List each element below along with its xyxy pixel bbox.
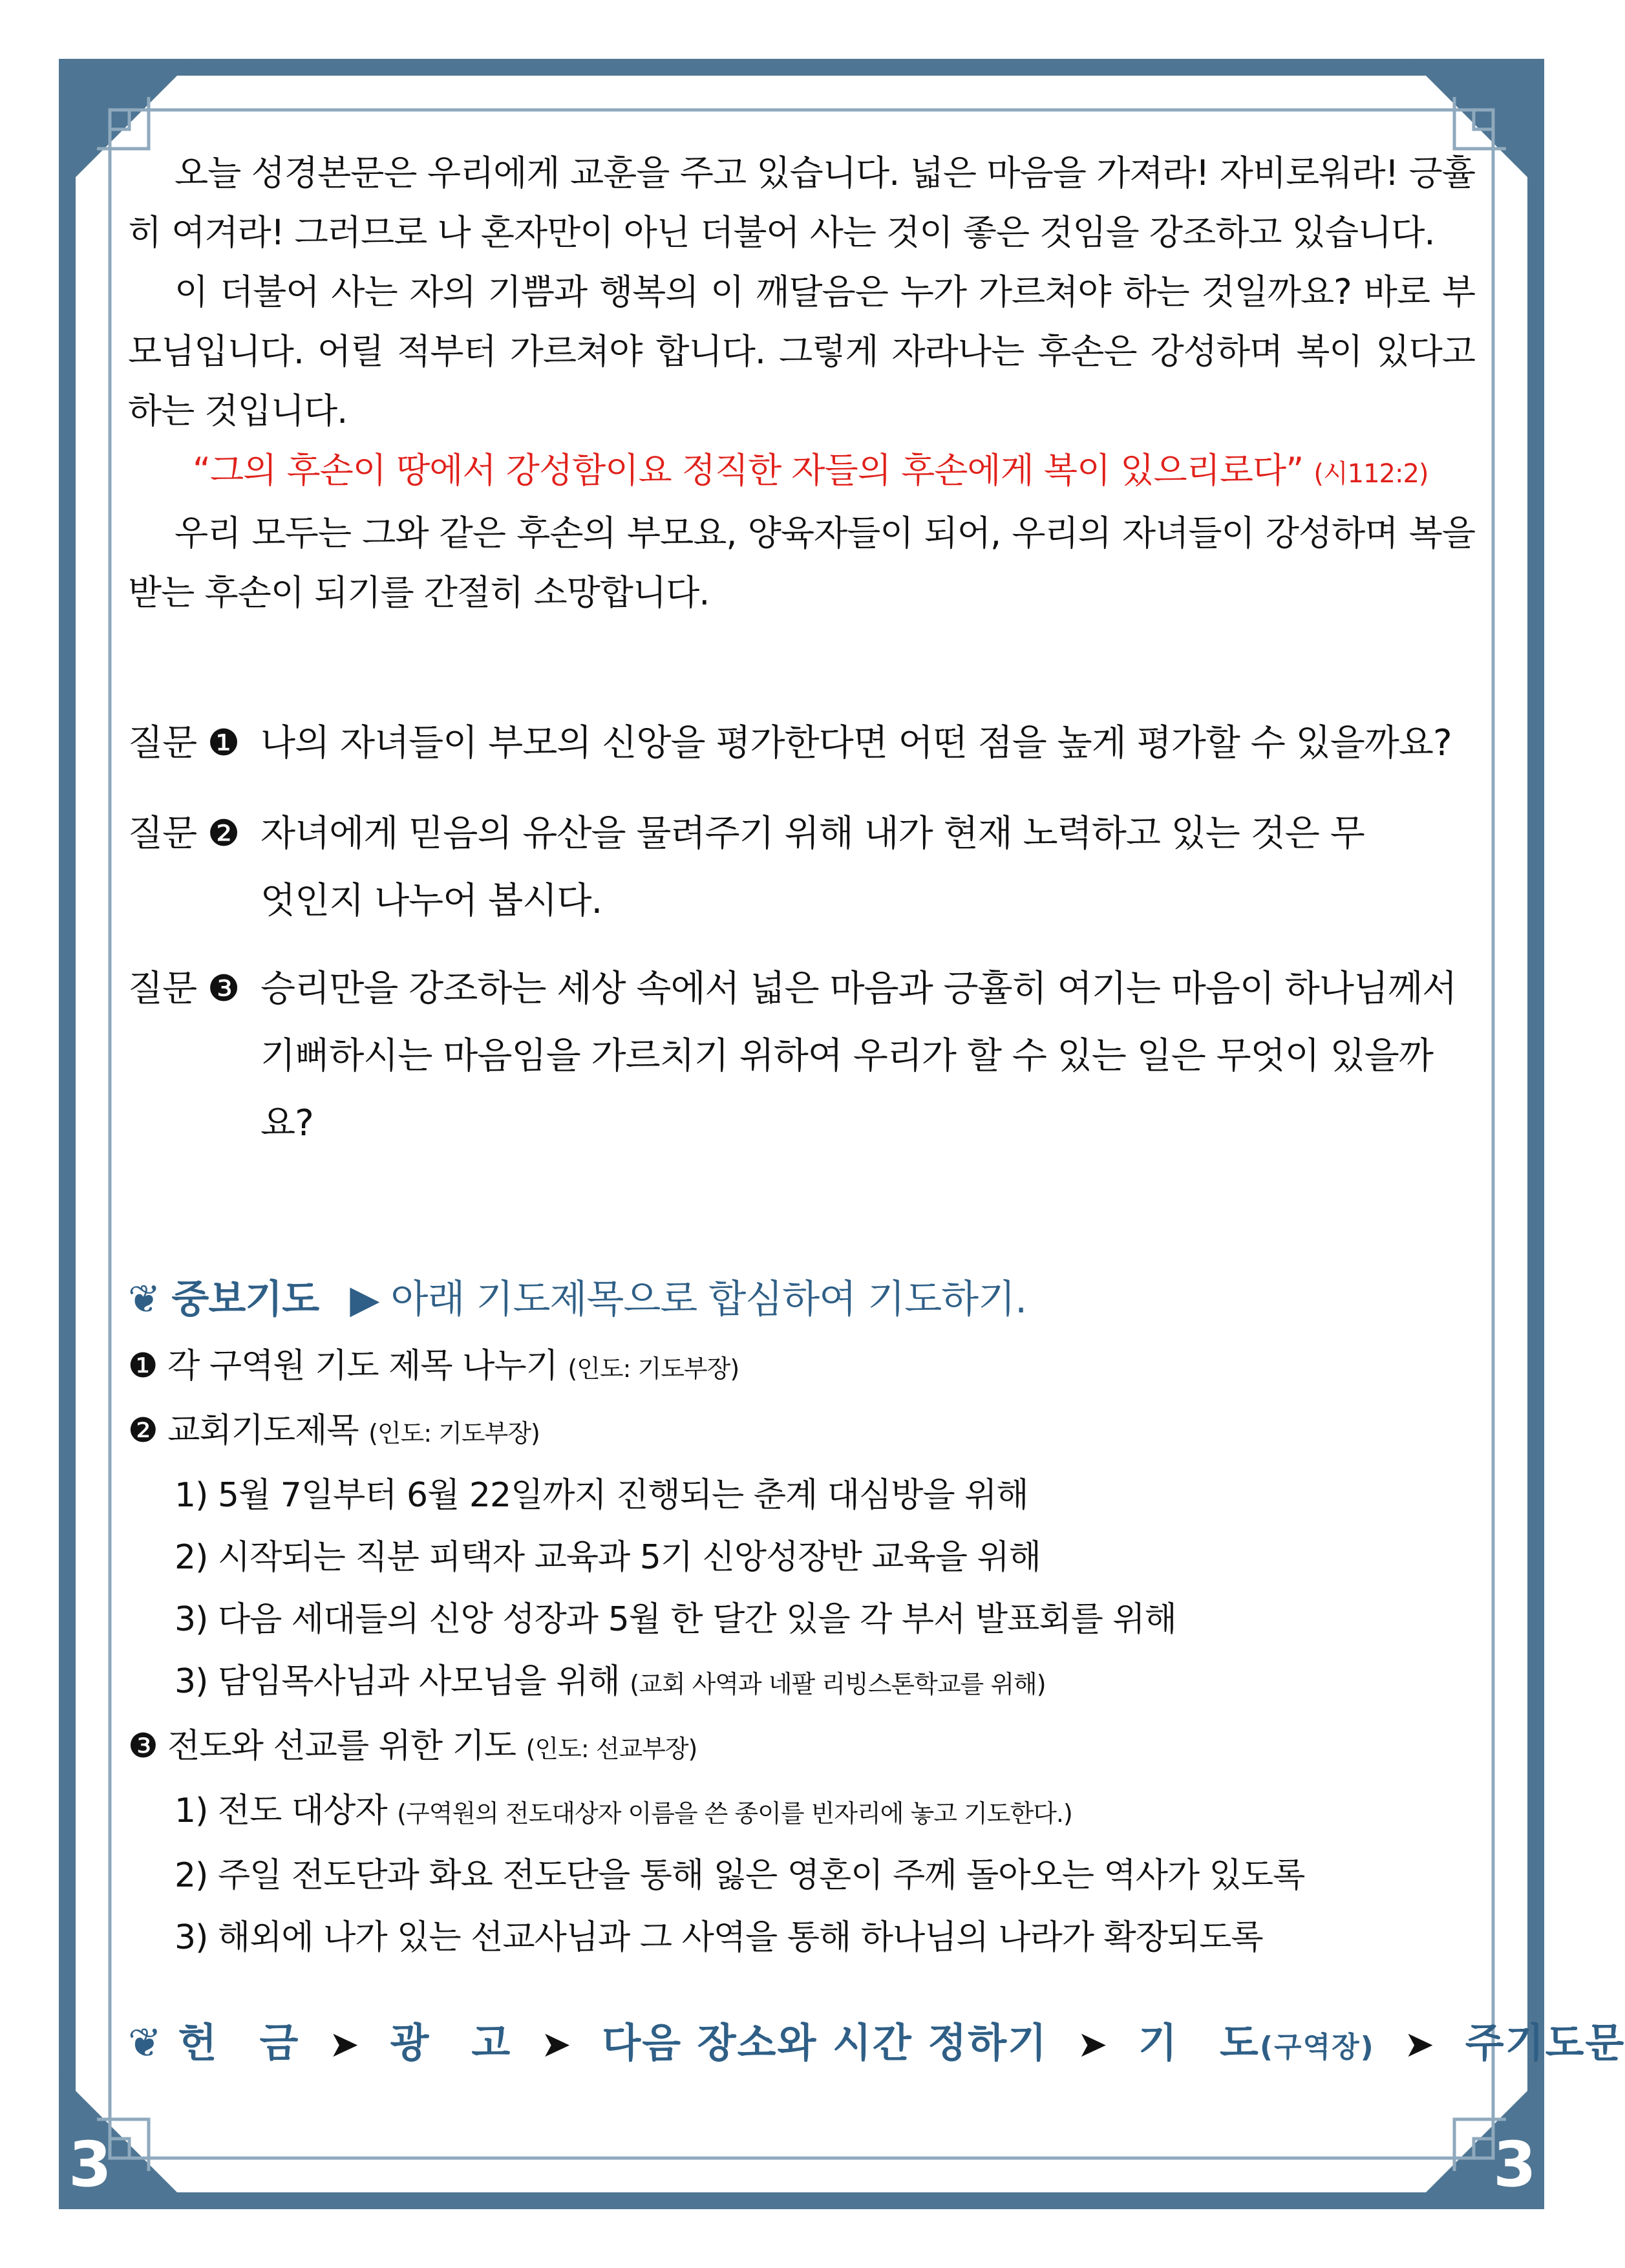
verse-reference: (시112:2) — [1313, 459, 1429, 489]
question-text: 자녀에게 믿음의 유산을 물려주기 위해 내가 현재 노력하고 있는 것은 무엇인지 나누어 봅시다. — [260, 813, 1365, 922]
question-2 — [128, 800, 1479, 935]
prayer-item-text: 3) 담임목사님과 사모님을 위해 — [175, 1662, 620, 1701]
prayer-section — [128, 1264, 1479, 1969]
prayer-item-text: ❸ 전도와 선교를 위한 기도 — [128, 1727, 516, 1766]
question-label: 질문 ❶ — [128, 722, 240, 764]
prayer-item — [128, 1400, 1479, 1464]
flower-icon: ❦ — [128, 2019, 163, 2066]
prayer-header — [128, 1264, 1479, 1335]
question-1 — [128, 710, 1479, 777]
arrow-right-icon: ➤ — [1404, 2024, 1436, 2066]
prayer-subitem: 3) 다음 세대들의 신앙 성장과 5월 한 달간 있을 각 부서 발표회를 위해 — [175, 1600, 1176, 1639]
intro-paragraph-2: 이 더불어 사는 자의 기쁨과 행복의 이 깨달음은 누가 가르쳐야 하는 것일까요? 바로 부모님입니다. 어릴 적부터 가르쳐야 합니다. 그렇게 자라나는 후손은 강성하며 복이 있다고 하는 것입니다. — [128, 272, 1475, 431]
prayer-subitem — [128, 1780, 1479, 1845]
prayer-instruction: ▶ 아래 기도제목으로 합심하여 기도하기. — [350, 1277, 1027, 1322]
question-text: 승리만을 강조하는 세상 속에서 넓은 마음과 긍휼히 여기는 마음이 하나님께서 기뻐하시는 마음임을 가르치기 위하여 우리가 할 수 있는 일은 무엇이 있을까요? — [260, 968, 1457, 1144]
verse-text: “그의 후손이 땅에서 강성함이요 정직한 자들의 후손에게 복이 있으리로다” — [193, 450, 1304, 491]
order-next-meeting: 다음 장소와 시간 정하기 — [602, 2019, 1048, 2066]
intro-paragraph-3: 우리 모두는 그와 같은 후손의 부모요, 양육자들이 되어, 우리의 자녀들이 강성하며 복을 받는 후손이 되기를 간절히 소망합니다. — [128, 513, 1475, 613]
prayer-item-note: (인도: 기도부장) — [368, 1419, 540, 1448]
prayer-subitem: 2) 주일 전도단과 화요 전도단을 통해 잃은 영혼이 주께 돌아오는 역사가 있도록 — [175, 1856, 1305, 1895]
order-offering: 헌 금 — [178, 2019, 300, 2066]
prayer-subitem: 2) 시작되는 직분 피택자 교육과 5기 신앙성장반 교육을 위해 — [175, 1538, 1041, 1577]
prayer-item — [128, 1715, 1479, 1780]
prayer-item-note: (교회 사역과 네팔 리빙스톤학교를 위해) — [630, 1670, 1046, 1698]
prayer-item-text: 1) 전도 대상자 — [175, 1792, 387, 1830]
question-text: 나의 자녀들이 부모의 신앙을 평가한다면 어떤 점을 높게 평가할 수 있을까요? — [260, 722, 1452, 764]
arrow-right-icon: ➤ — [1077, 2024, 1109, 2066]
page-number-right: 3 — [1493, 2128, 1536, 2201]
prayer-subitem: 1) 5월 7일부터 6월 22일까지 진행되는 춘계 대심방을 위해 — [175, 1476, 1028, 1515]
order-prayer-note: (구역장) — [1259, 2031, 1375, 2064]
prayer-item-note: (인도: 선교부장) — [526, 1735, 697, 1763]
prayer-subitem — [128, 1651, 1479, 1715]
order-of-service — [128, 2007, 1625, 2083]
prayer-item-text: ❷ 교회기도제목 — [128, 1411, 359, 1450]
arrow-right-icon: ➤ — [328, 2024, 361, 2066]
prayer-item — [128, 1335, 1479, 1400]
prayer-title: 중보기도 — [171, 1277, 319, 1322]
question-label: 질문 ❸ — [128, 968, 240, 1010]
scripture-verse — [128, 441, 1475, 504]
arrow-right-icon: ➤ — [540, 2024, 573, 2066]
intro-paragraph-1: 오늘 성경본문은 우리에게 교훈을 주고 있습니다. 넓은 마음을 가져라! 자비로워라! 긍휼히 여겨라! 그러므로 나 혼자만이 아닌 더불어 사는 것이 좋은 것임을 강조하고 있습니다. — [128, 153, 1475, 253]
question-label: 질문 ❷ — [128, 813, 240, 855]
order-announcements: 광 고 — [390, 2019, 512, 2066]
question-3 — [128, 956, 1479, 1157]
flower-icon: ❦ — [128, 1277, 160, 1322]
intro-section — [128, 144, 1475, 623]
page-number-left: 3 — [69, 2128, 112, 2201]
prayer-item-text: ❶ 각 구역원 기도 제목 나누기 — [128, 1347, 558, 1385]
order-prayer: 기 도 — [1138, 2019, 1260, 2066]
prayer-item-note: (구역원의 전도대상자 이름을 쓴 종이를 빈자리에 놓고 기도한다.) — [397, 1799, 1072, 1828]
prayer-item-note: (인도: 기도부장) — [568, 1354, 739, 1383]
prayer-subitem: 3) 해외에 나가 있는 선교사님과 그 사역을 통해 하나님의 나라가 확장되도록 — [175, 1918, 1263, 1957]
order-lords-prayer: 주기도문 — [1465, 2019, 1625, 2066]
